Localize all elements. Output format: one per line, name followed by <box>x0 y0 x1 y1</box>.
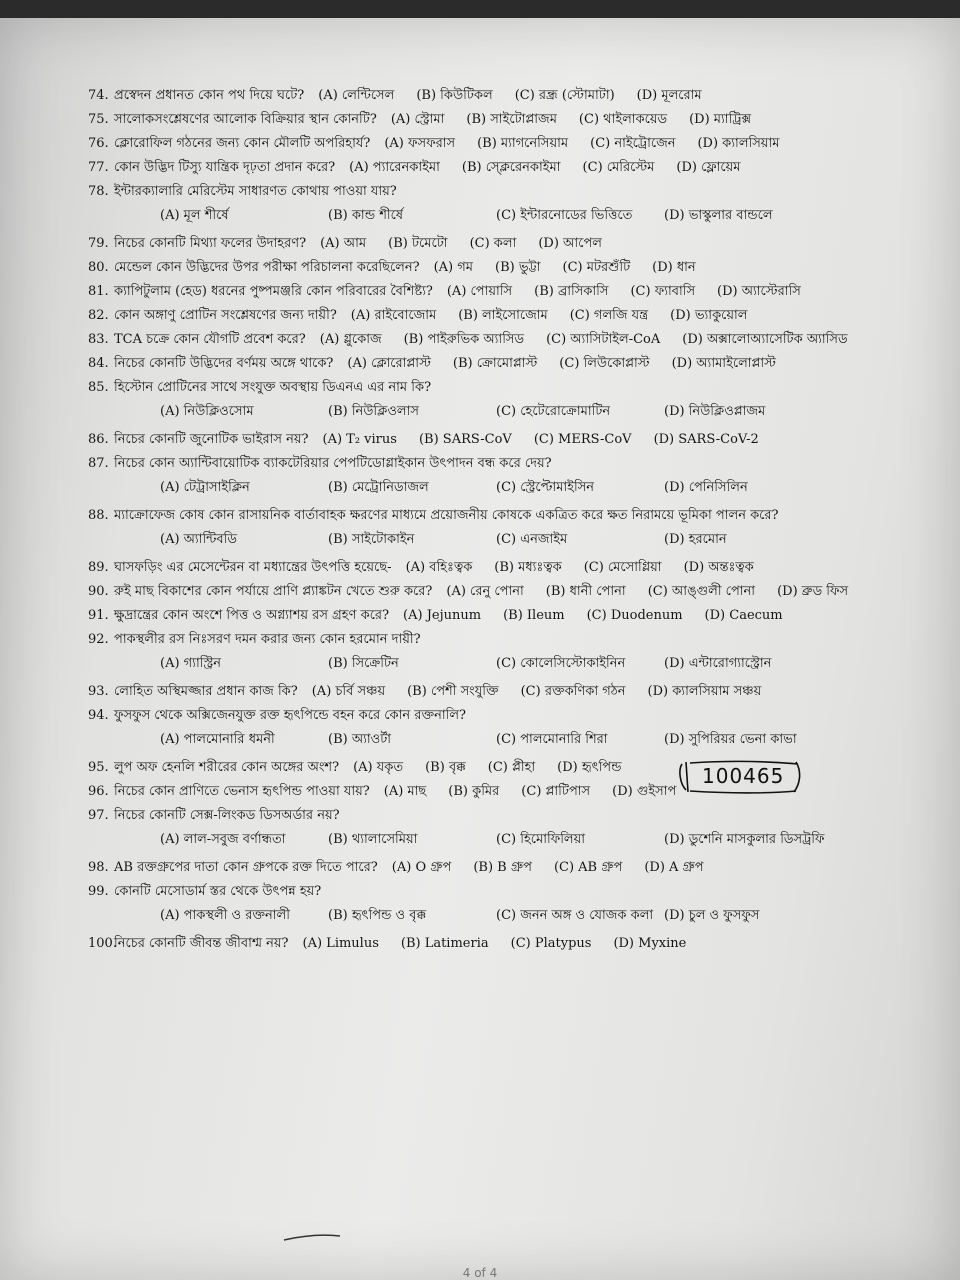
question-number: 88. <box>88 508 109 523</box>
option: (C) গলজি যন্ত্র <box>569 308 649 323</box>
question-item <box>88 380 948 432</box>
option: (D) ধান <box>652 260 696 275</box>
option: (C) কলা <box>469 236 517 251</box>
option: (B) সাইটোকাইন <box>328 532 415 547</box>
question-number: 91. <box>88 608 109 623</box>
option: (D) মূলরোম <box>636 88 702 103</box>
option: (A) Limulus <box>302 936 379 951</box>
option: (A) Jejunum <box>403 608 482 623</box>
option: (A) পোয়াসি <box>446 284 513 299</box>
option: (C) হিমোফিলিয়া <box>496 832 586 847</box>
option: (B) কুমির <box>448 784 500 799</box>
question-line <box>88 456 948 480</box>
question-item <box>88 936 948 960</box>
option: (B) হৃৎপিন্ড ও বৃক্ক <box>328 908 427 923</box>
option: (B) কান্ড শীর্ষে <box>328 208 404 223</box>
option: (A) নিউক্লিওসোম <box>160 404 254 419</box>
option: (A) টেট্রাসাইক্লিন <box>160 480 250 495</box>
option: (A) T₂ virus <box>322 432 397 447</box>
question-line <box>88 860 948 884</box>
question-item <box>88 632 948 684</box>
option: (D) অন্তঃত্বক <box>683 560 754 575</box>
question-number: 78. <box>88 184 109 199</box>
option: (C) পালমোনারি শিরা <box>496 732 608 747</box>
question-item <box>88 284 948 308</box>
question-text: নিচের কোনটি জীবন্ত জীবাশ্ম নয়? <box>114 936 289 951</box>
option-group <box>391 112 773 128</box>
option: (A) রেনু পোনা <box>446 584 524 599</box>
question-text: পাকস্থলীর রস নিঃসরণ দমন করার জন্য কোন হরমোন দায়ী? <box>114 632 421 647</box>
question-number: 85. <box>88 380 109 395</box>
option-row <box>88 208 948 236</box>
question-text: লুপ অফ হেনলি শরীরের কোন অঙ্গের অংশ? <box>114 760 340 775</box>
option-group <box>303 936 709 952</box>
question-item <box>88 112 948 136</box>
option: (C) লিউকোপ্লাস্ট <box>559 356 650 371</box>
option: (C) রন্ধ্র (স্টোমাটা) <box>514 88 615 103</box>
option: (B) বৃক্ক <box>425 760 466 775</box>
question-item <box>88 136 948 160</box>
option-group <box>406 560 776 576</box>
option: (B) স্ক্লেরেনকাইমা <box>461 160 561 175</box>
question-item <box>88 508 948 560</box>
question-text: ক্ষুদ্রান্ত্রের কোন অংশে পিত্ত ও অগ্ন্যাশয় রস গ্রহণ করে? <box>114 608 390 623</box>
question-number: 94. <box>88 708 109 723</box>
question-item <box>88 584 948 608</box>
question-number: 83. <box>88 332 109 347</box>
question-line <box>88 160 948 184</box>
question-text: TCA চক্রে কোন যৌগটি প্রবেশ করে? <box>114 332 306 347</box>
option: (A) চর্বি সঞ্চয় <box>311 684 386 699</box>
option: (A) স্ট্রোমা <box>390 112 445 127</box>
question-number: 76. <box>88 136 109 151</box>
option: (C) আঙ্গুলী পোনা <box>647 584 756 599</box>
question-number: 97. <box>88 808 109 823</box>
option: (C) স্ট্রেপ্টোমাইসিন <box>496 480 595 495</box>
question-text: লোহিত অস্থিমজ্জার প্রধান কাজ কি? <box>114 684 298 699</box>
option: (D) ভ্যাকুয়োল <box>670 308 748 323</box>
option: (D) অক্সালোঅ্যাসেটিক অ্যাসিড <box>682 332 848 347</box>
option-group <box>403 608 805 624</box>
question-line <box>88 284 948 308</box>
option-group <box>392 860 726 876</box>
question-item <box>88 184 948 236</box>
option: (B) ভুট্টা <box>495 260 541 275</box>
option: (C) মেসোগ্লিয়া <box>583 560 662 575</box>
question-line <box>88 332 948 356</box>
question-text: নিচের কোন প্রাণিতে ভেনাস হৃৎপিন্ড পাওয়া যায়? <box>114 784 370 799</box>
question-text: নিচের কোনটি উদ্ভিদের বর্ণময় অঙ্গে থাকে? <box>114 356 334 371</box>
question-line <box>88 632 948 656</box>
option: (D) Myxine <box>613 936 687 951</box>
option: (A) অ্যান্টিবডি <box>160 532 237 547</box>
question-line <box>88 508 948 532</box>
option: (C) এনজাইম <box>496 532 568 547</box>
question-item <box>88 808 948 860</box>
question-number: 79. <box>88 236 109 251</box>
option: (C) AB গ্রুপ <box>553 860 623 875</box>
question-number: 86. <box>88 432 109 447</box>
page-footer: 4 of 4 <box>462 1266 498 1280</box>
option-group <box>349 160 762 176</box>
question-line <box>88 884 948 908</box>
question-text: কোন অঙ্গাণু প্রোটিন সংশ্লেষণের জন্য দায়ী? <box>114 308 337 323</box>
question-text: নিচের কোনটি সেক্স-লিংকড ডিসঅর্ডার নয়? <box>114 808 340 823</box>
question-number: 84. <box>88 356 109 371</box>
question-number: 87. <box>88 456 109 471</box>
pen-stroke <box>282 1228 342 1248</box>
option: (D) ক্যালসিয়াম <box>697 136 780 151</box>
option-group <box>446 584 870 600</box>
option-group <box>318 88 723 104</box>
question-text: ফুসফুস থেকে অক্সিজেনযুক্ত রক্ত হৃৎপিন্ডে বহন করে কোন রক্তনালি? <box>114 708 466 723</box>
option: (C) মেরিস্টেম <box>582 160 655 175</box>
option: (C) প্লীহা <box>487 760 536 775</box>
option: (D) ক্যালসিয়াম সঞ্চয় <box>647 684 762 699</box>
option: (C) থাইলাকয়েড <box>578 112 668 127</box>
option: (C) কোলেসিস্টোকাইনিন <box>496 656 626 671</box>
option-group <box>312 684 784 700</box>
option-group <box>347 356 798 372</box>
option: (B) Ileum <box>503 608 565 623</box>
option: (B) পেশী সংযুক্তি <box>407 684 499 699</box>
option: (C) ইন্টারনোডের ভিত্তিতে <box>496 208 633 223</box>
question-line <box>88 760 948 784</box>
question-item <box>88 884 948 936</box>
question-item <box>88 308 948 332</box>
option: (D) অ্যাস্টেরাসি <box>717 284 801 299</box>
option-row <box>88 908 948 936</box>
option: (A) বহিঃত্বক <box>405 560 473 575</box>
option-group <box>320 332 870 348</box>
question-item <box>88 708 948 760</box>
option: (C) ফ্যাবাসি <box>630 284 696 299</box>
option-group <box>353 760 643 776</box>
question-text: ক্যাপিটুলাম (হেড) ধরনের পুষ্পমঞ্জরি কোন পরিবারের বৈশিষ্ট্য? <box>114 284 433 299</box>
question-item <box>88 860 948 884</box>
question-line <box>88 380 948 404</box>
question-line <box>88 236 948 260</box>
question-item <box>88 236 948 260</box>
option: (B) লাইসোজোম <box>458 308 548 323</box>
question-item <box>88 260 948 284</box>
question-list <box>88 88 948 960</box>
question-item <box>88 432 948 456</box>
question-line <box>88 112 948 136</box>
question-text: নিচের কোন অ্যান্টিবায়োটিক ব্যাকটেরিয়ার পেপটিডোগ্লাইকান উৎপাদন বন্ধ করে দেয়? <box>114 456 552 471</box>
option: (A) O গ্রুপ <box>391 860 452 875</box>
option: (B) থ্যালাসেমিয়া <box>328 832 418 847</box>
option: (B) ক্রোমোপ্লাস্ট <box>452 356 538 371</box>
option: (D) Caecum <box>704 608 783 623</box>
question-line <box>88 808 948 832</box>
option-group <box>384 784 699 800</box>
option: (B) SARS-CoV <box>418 432 512 447</box>
question-line <box>88 584 948 608</box>
question-number: 75. <box>88 112 109 127</box>
option-group <box>320 236 624 252</box>
question-text: নিচের কোনটি জুনোটিক ভাইরাস নয়? <box>114 432 309 447</box>
option-group <box>434 260 718 276</box>
question-line <box>88 936 948 960</box>
question-item <box>88 88 948 112</box>
question-line <box>88 708 948 732</box>
option: (C) নাইট্রোজেন <box>590 136 676 151</box>
question-text: হিস্টোন প্রোটিনের সাথে সংযুক্ত অবস্থায় ডিএনএ এর নাম কি? <box>114 380 432 395</box>
question-number: 98. <box>88 860 109 875</box>
option: (D) ভাস্কুলার বান্ডলে <box>664 208 773 223</box>
option: (C) MERS-CoV <box>533 432 632 447</box>
option: (D) ফ্লোয়েম <box>676 160 741 175</box>
question-text: কোন উদ্ভিদ টিস্যু যান্ত্রিক দৃঢ়তা প্রদান করে? <box>114 160 336 175</box>
question-number: 74. <box>88 88 109 103</box>
question-item <box>88 608 948 632</box>
option: (B) মধ্যঃত্বক <box>494 560 562 575</box>
option: (D) চুল ও ফুসফুস <box>664 908 760 923</box>
option: (A) মাছ <box>383 784 427 799</box>
option: (B) সাইটোপ্লাজম <box>466 112 557 127</box>
option: (A) ক্লোরোপ্লাস্ট <box>347 356 431 371</box>
question-number: 99. <box>88 884 109 899</box>
question-item <box>88 356 948 380</box>
option: (D) হরমোন <box>664 532 727 547</box>
question-number: 89. <box>88 560 109 575</box>
option: (D) গুইসাপ <box>612 784 677 799</box>
option-group <box>351 308 770 324</box>
option: (B) B গ্রুপ <box>473 860 532 875</box>
option: (A) গ্যাস্ট্রিন <box>160 656 222 671</box>
option: (D) SARS-CoV-2 <box>653 432 759 447</box>
option: (C) Duodenum <box>586 608 683 623</box>
question-line <box>88 308 948 332</box>
option: (C) অ্যাসিটাইল-CoA <box>546 332 661 347</box>
option: (B) পাইরুভিক অ্যাসিড <box>403 332 525 347</box>
option: (C) মটরশুঁটি <box>562 260 631 275</box>
option: (A) লেন্টিসেল <box>318 88 395 103</box>
question-line <box>88 608 948 632</box>
option-group <box>384 136 801 152</box>
question-line <box>88 184 948 208</box>
option: (C) রক্তকণিকা গঠন <box>520 684 626 699</box>
option: (C) হেটেরোক্রোমাটিন <box>496 404 611 419</box>
question-text: রুই মাছ বিকাশের কোন পর্যায়ে প্রাণি প্ল্যাঙ্কটন খেতে শুরু করে? <box>114 584 433 599</box>
option: (D) এন্টারোগ্যাস্ট্রোন <box>664 656 772 671</box>
question-number: 93. <box>88 684 109 699</box>
option: (B) ধানী পোনা <box>545 584 626 599</box>
question-text: ম্যাক্রোফেজ কোষ কোন রাসায়নিক বার্তাবাহক ক্ষরণের মাধ্যমে প্রয়োজনীয় কোষকে একত্রিত করে ক্ষত নিরাময়ে ভূমিকা পালন করে? <box>114 508 779 523</box>
roll-number: 100465 <box>702 764 785 788</box>
question-line <box>88 88 948 112</box>
option: (D) ব্রুড ফিস <box>777 584 849 599</box>
question-text: AB রক্তগ্রুপের দাতা কোন গ্রুপকে রক্ত দিতে পারে? <box>114 860 378 875</box>
question-text: নিচের কোনটি মিথ্যা ফলের উদাহরণ? <box>114 236 307 251</box>
question-text: মেন্ডেল কোন উদ্ভিদের উপর পরীক্ষা পরিচালনা করেছিলেন? <box>114 260 420 275</box>
option: (A) আম <box>320 236 367 251</box>
option: (D) A গ্রুপ <box>644 860 704 875</box>
question-item <box>88 784 948 808</box>
option: (C) প্লাটিপাস <box>521 784 591 799</box>
question-text: প্রস্বেদন প্রধানত কোন পথ দিয়ে ঘটে? <box>114 88 305 103</box>
question-line <box>88 684 948 708</box>
option: (B) মেট্রোনিডাজল <box>328 480 429 495</box>
option-row <box>88 404 948 432</box>
question-text: কোনটি মেসোডার্ম স্তর থেকে উৎপন্ন হয়? <box>114 884 322 899</box>
option-group <box>323 432 781 448</box>
option: (D) হৃৎপিন্ড <box>557 760 622 775</box>
option: (D) পেনিসিলিন <box>664 480 748 495</box>
question-number: 96. <box>88 784 109 799</box>
option: (A) মূল শীর্ষে <box>160 208 229 223</box>
option: (D) সুপিরিয়র ভেনা কাভা <box>664 732 797 747</box>
option-row <box>88 732 948 760</box>
option: (A) গ্লুকোজ <box>319 332 382 347</box>
question-line <box>88 356 948 380</box>
option: (A) যকৃত <box>353 760 404 775</box>
question-item <box>88 456 948 508</box>
question-item <box>88 684 948 708</box>
option: (B) Latimeria <box>400 936 489 951</box>
question-item <box>88 160 948 184</box>
question-number: 95. <box>88 760 109 775</box>
question-item <box>88 560 948 584</box>
option: (A) রাইবোজোম <box>350 308 437 323</box>
question-line <box>88 432 948 456</box>
option-group <box>447 284 823 300</box>
option: (B) ম্যাগনেসিয়াম <box>477 136 569 151</box>
option: (D) আপেল <box>538 236 602 251</box>
option: (B) সিক্রেটিন <box>328 656 399 671</box>
question-text: সালোকসংশ্লেষণের আলোক বিক্রিয়ার স্থান কোনটি? <box>114 112 377 127</box>
option: (A) লাল-সবুজ বর্ণান্ধতা <box>160 832 286 847</box>
option-row <box>88 532 948 560</box>
question-text: ক্লোরোফিল গঠনের জন্য কোন মৌলটি অপরিহার্য? <box>114 136 371 151</box>
question-item <box>88 760 948 784</box>
option: (D) ম্যাট্রিক্স <box>689 112 752 127</box>
question-line <box>88 560 948 584</box>
option: (B) নিউক্লিওলাস <box>328 404 419 419</box>
option: (C) জনন অঙ্গ ও যোজক কলা <box>496 908 654 923</box>
question-number: 82. <box>88 308 109 323</box>
question-number: 90. <box>88 584 109 599</box>
option: (D) অ্যামাইলোপ্লাস্ট <box>671 356 776 371</box>
question-text: ঘাসফড়িং এর মেসেন্টেরন বা মধ্যান্ত্রের উৎপত্তি হয়েছে- <box>114 560 392 575</box>
option: (A) পাকস্থলী ও রক্তনালী <box>160 908 290 923</box>
question-number: 80. <box>88 260 109 275</box>
question-line <box>88 136 948 160</box>
question-line <box>88 784 948 808</box>
question-number: 81. <box>88 284 109 299</box>
option: (A) পালমোনারি ধমনী <box>160 732 275 747</box>
question-text: ইন্টারক্যালারি মেরিস্টেম সাধারণত কোথায় পাওয়া যায়? <box>114 184 397 199</box>
question-line <box>88 260 948 284</box>
option: (C) Platypus <box>510 936 592 951</box>
option: (D) ডুশেনি মাসকুলার ডিসট্রফি <box>664 832 825 847</box>
option: (A) ফসফরাস <box>384 136 456 151</box>
option-row <box>88 656 948 684</box>
option-row <box>88 832 948 860</box>
exam-sheet <box>0 18 960 1280</box>
question-item <box>88 332 948 356</box>
option: (D) নিউক্লিওপ্লাজম <box>664 404 766 419</box>
option: (B) ব্রাসিকাসি <box>534 284 609 299</box>
question-number: 92. <box>88 632 109 647</box>
option: (B) অ্যাওর্টা <box>328 732 392 747</box>
question-number: 100. <box>88 936 117 951</box>
option: (A) প্যারেনকাইমা <box>349 160 440 175</box>
option: (B) টমেটো <box>388 236 448 251</box>
option: (A) গম <box>433 260 473 275</box>
option-row <box>88 480 948 508</box>
question-number: 77. <box>88 160 109 175</box>
option: (B) কিউটিকল <box>416 88 493 103</box>
